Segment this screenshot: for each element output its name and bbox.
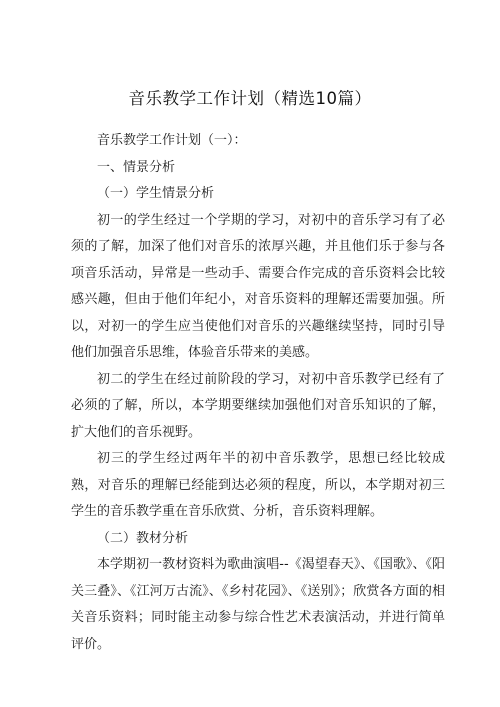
- body-paragraph: 本学期初一教材资料为歌曲演唱--《渴望春天》、《国歌》、《阳关三叠》、《江河万古流》、《乡村花园》、《送别》；欣赏各方面的相关音乐资料；同时能主动参与综合性艺术表演活动，并进行简单评价。: [71, 557, 445, 652]
- document-title: 音乐教学工作计划（精选10篇）: [128, 89, 372, 108]
- subsection-heading: 一、情景分析: [97, 159, 176, 175]
- subsection-heading: （一）学生情景分析: [97, 186, 215, 201]
- body-paragraph: 初二的学生在经过前阶段的学习，对初中音乐教学已经有了必须的了解，所以，本学期要继续加强他们对音乐知识的了解，扩大他们的音乐视野。: [71, 371, 445, 440]
- body-paragraph: 初三的学生经过两年半的初中音乐教学，思想已经比较成熟，对音乐的理解已经能到达必须的程度，所以，本学期对初三学生的音乐教学重在音乐欣赏、分析，音乐资料理解。: [71, 451, 445, 519]
- subsection-heading: （二）教材分析: [97, 530, 189, 546]
- body-paragraph: 初一的学生经过一个学期的学习，对初中的音乐学习有了必须的了解，加深了他们对音乐的浓厚兴趣，并且他们乐于参与各项音乐活动，异常是一些动手、需要合作完成的音乐资料会比较感兴趣，但由于他们年纪小，对音乐资料的理解还需要加强。所以，对初一的学生应当使他们对音乐的兴趣继续坚持，同时引导他们加强音乐思维，体验音乐带来的美感。: [71, 212, 445, 360]
- document-body: [71, 128, 445, 658]
- section-heading: 音乐教学工作计划（一）：: [97, 133, 247, 148]
